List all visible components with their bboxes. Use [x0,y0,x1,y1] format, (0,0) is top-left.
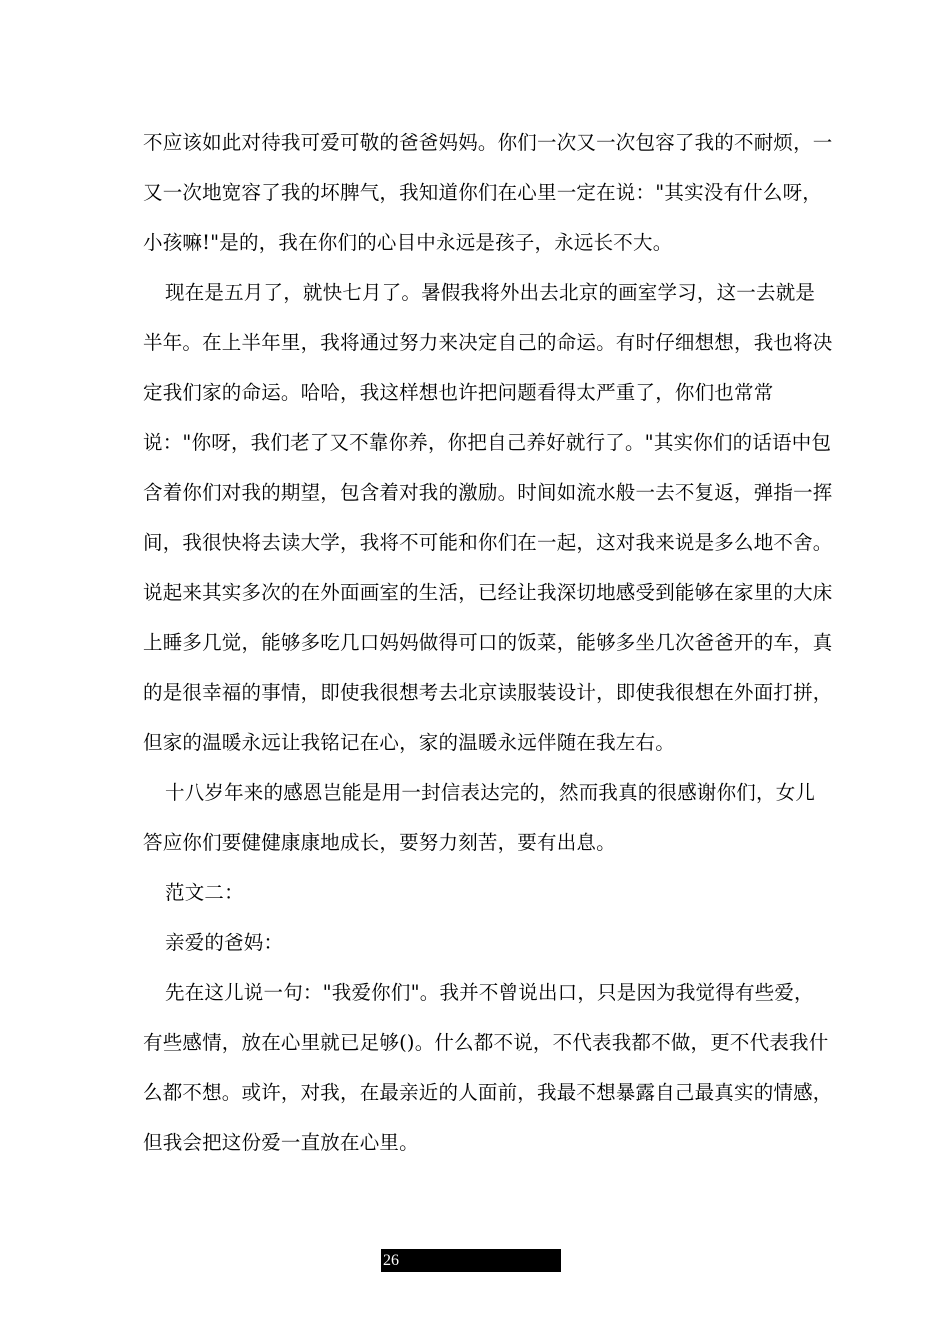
body-text [143,118,833,1168]
page-number: 26 [383,1252,399,1269]
page-number-bar [381,1249,561,1272]
paragraph-continuation: 不应该如此对待我可爱可敬的爸爸妈妈。你们一次又一次包容了我的不耐烦，一又一次地宽容了我的坏脾气，我知道你们在心里一定在说："其实没有什么呀，小孩嘛!"是的，我在你们的心目中永远是孩子，永远长不大。 [143,131,833,254]
paragraph-summer-plan: 现在是五月了，就快七月了。暑假我将外出去北京的画室学习，这一去就是半年。在上半年里，我将通过努力来决定自己的命运。有时仔细想想，我也将决定我们家的命运。哈哈，我这样想也许把问题看得太严重了，你们也常常说："你呀，我们老了又不靠你养，你把自己养好就行了。"其实你们的话语中包含着你们对我的期望，包含着对我的激励。时间如流水般一去不复返，弹指一挥间，我很快将去读大学，我将不可能和你们在一起，这对我来说是多么地不舍。说起来其实多次的在外面画室的生活，已经让我深切地感受到能够在家里的大床上睡多几觉，能够多吃几口妈妈做得可口的饭菜，能够多坐几次爸爸开的车，真的是很幸福的事情，即使我很想考去北京读服装设计，即使我很想在外面打拼，但家的温暖永远让我铭记在心，家的温暖永远伴随在我左右。 [143,281,833,754]
section-heading-sample-two: 范文二： [165,881,244,904]
letter-salutation: 亲爱的爸妈： [165,931,284,954]
paragraph-i-love-you: 先在这儿说一句："我爱你们"。我并不曾说出口，只是因为我觉得有些爱，有些感情，放在心里就已足够()。什么都不说，不代表我都不做，更不代表我什么都不想。或许，对我，在最亲近的人面前，我最不想暴露自己最真实的情感，但我会把这份爱一直放在心里。 [143,981,833,1154]
paragraph-gratitude: 十八岁年来的感恩岂能是用一封信表达完的，然而我真的很感谢你们，女儿答应你们要健健康康地成长，要努力刻苦，要有出息。 [143,781,816,854]
